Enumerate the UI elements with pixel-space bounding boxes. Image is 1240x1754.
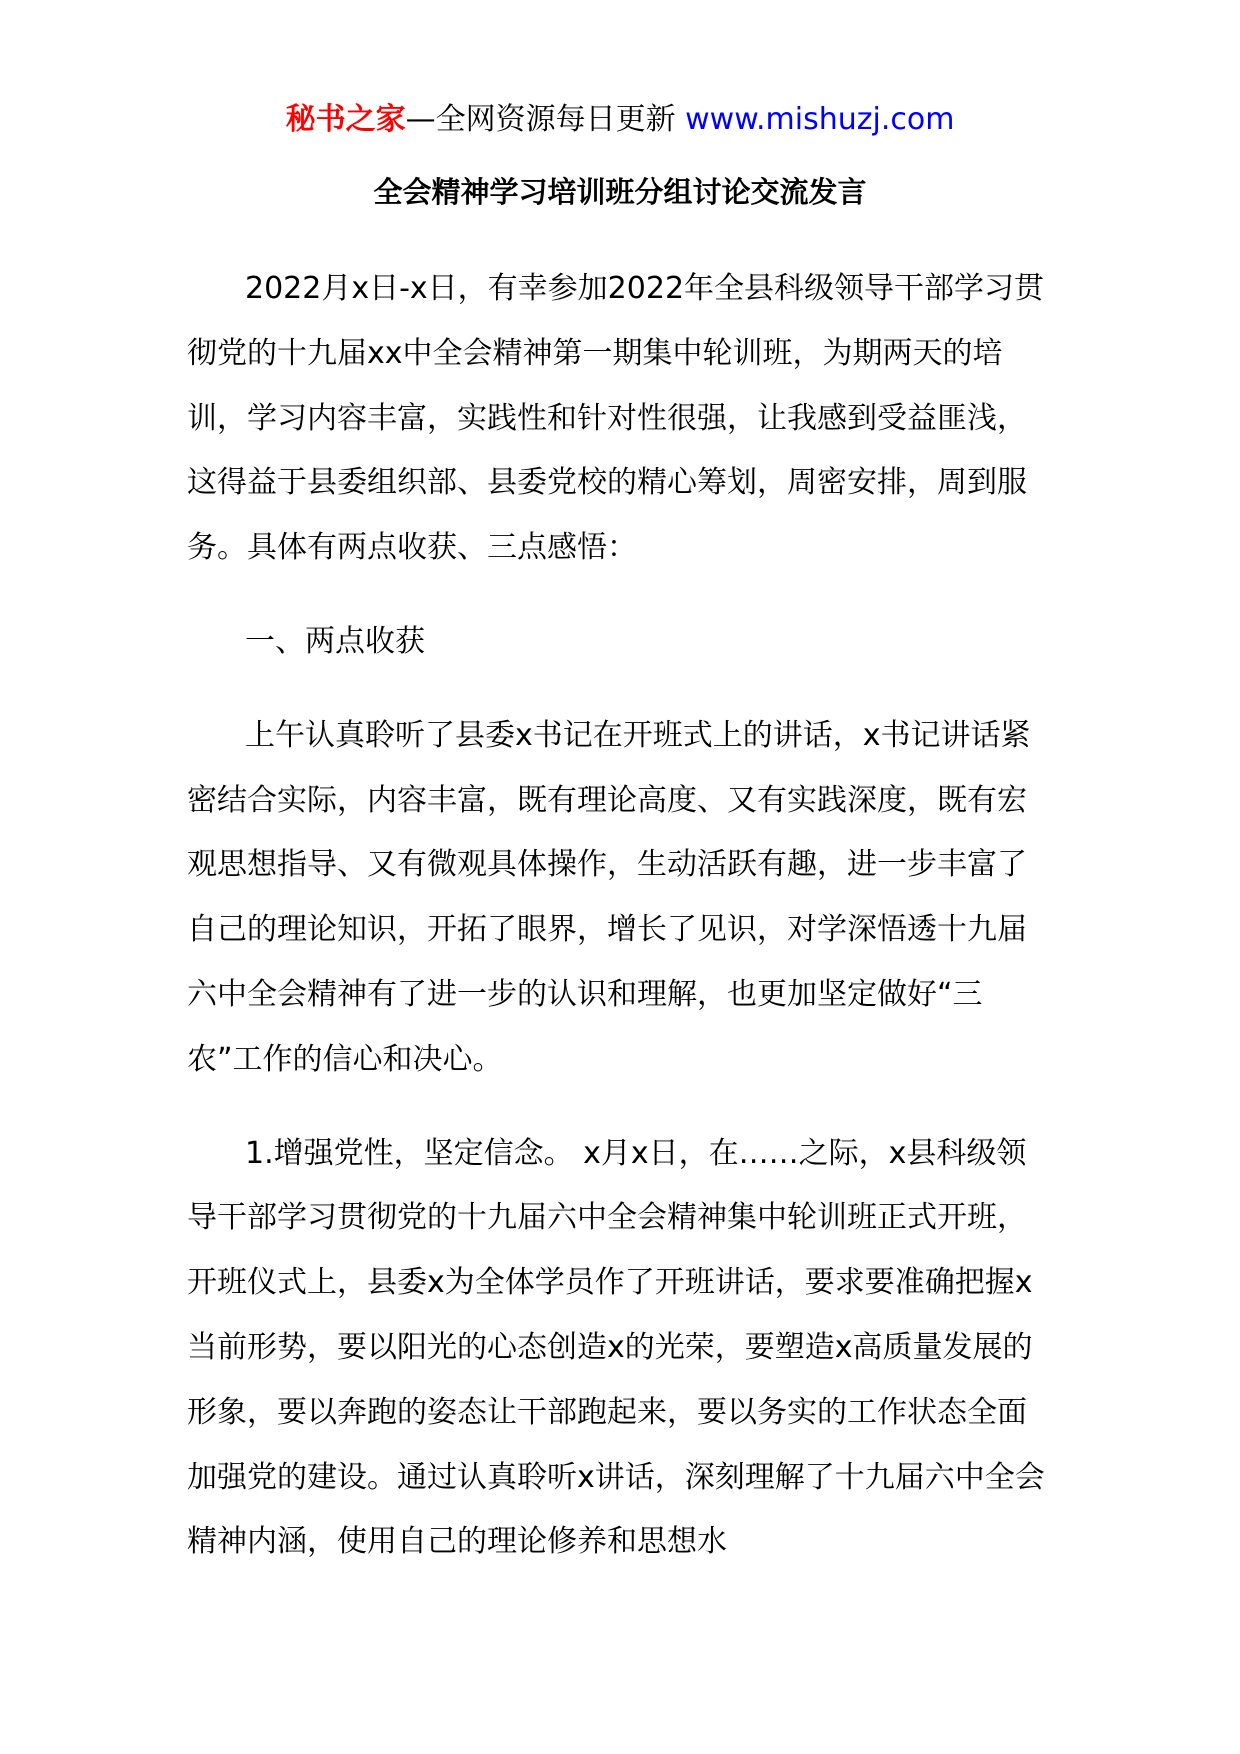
header-tagline: 全网资源每日更新 (435, 102, 676, 137)
paragraph-intro: 2022月x日-x日，有幸参加2022年全县科级领导干部学习贯彻党的十九届xx中全会精神第一期集中轮训班，为期两天的培训，学习内容丰富，实践性和针对性很强，让我感到受益匪浅，这得益于县委组织部、县委党校的精心筹划，周密安排，周到服务。具体有两点收获、三点感悟： (187, 271, 1045, 566)
paragraph-point-1: 1.增强党性，坚定信念。 x月x日，在……之际，x县科级领导干部学习贯彻党的十九届六中全会精神集中轮训班正式开班，开班仪式上，县委x为全体学员作了开班讲话，要求要准确把握x当前形势，要以阳光的心态创造x的光荣，要塑造x高质量发展的形象，要以奔跑的姿态让干部跑起来，要以务实的工作状态全面加强党的建设。通过认真聆听x讲话，深刻理解了十九届六中全会精神内涵，使用自己的理论修养和思想水 (187, 1135, 1045, 1560)
document-title: 全会精神学习培训班分组讨论交流发言 (373, 175, 867, 209)
paragraph-lecture: 上午认真聆听了县委x书记在开班式上的讲话，x书记讲话紧密结合实际，内容丰富，既有理论高度、又有实践深度，既有宏观思想指导、又有微观具体操作，生动活跃有趣，进一步丰富了自己的理论知识，开拓了眼界，增长了见识，对学深悟透十九届六中全会精神有了进一步的认识和理解，也更加坚定做好“三农”工作的信心和决心。 (187, 717, 1031, 1077)
section-heading: 一、两点收获 (245, 623, 425, 659)
site-brand: 秘书之家 (285, 102, 406, 137)
document-body (187, 257, 1047, 1575)
header-separator: — (405, 102, 436, 137)
site-url-link[interactable]: www.mishuzj.com (685, 102, 955, 137)
site-header (0, 100, 1240, 140)
